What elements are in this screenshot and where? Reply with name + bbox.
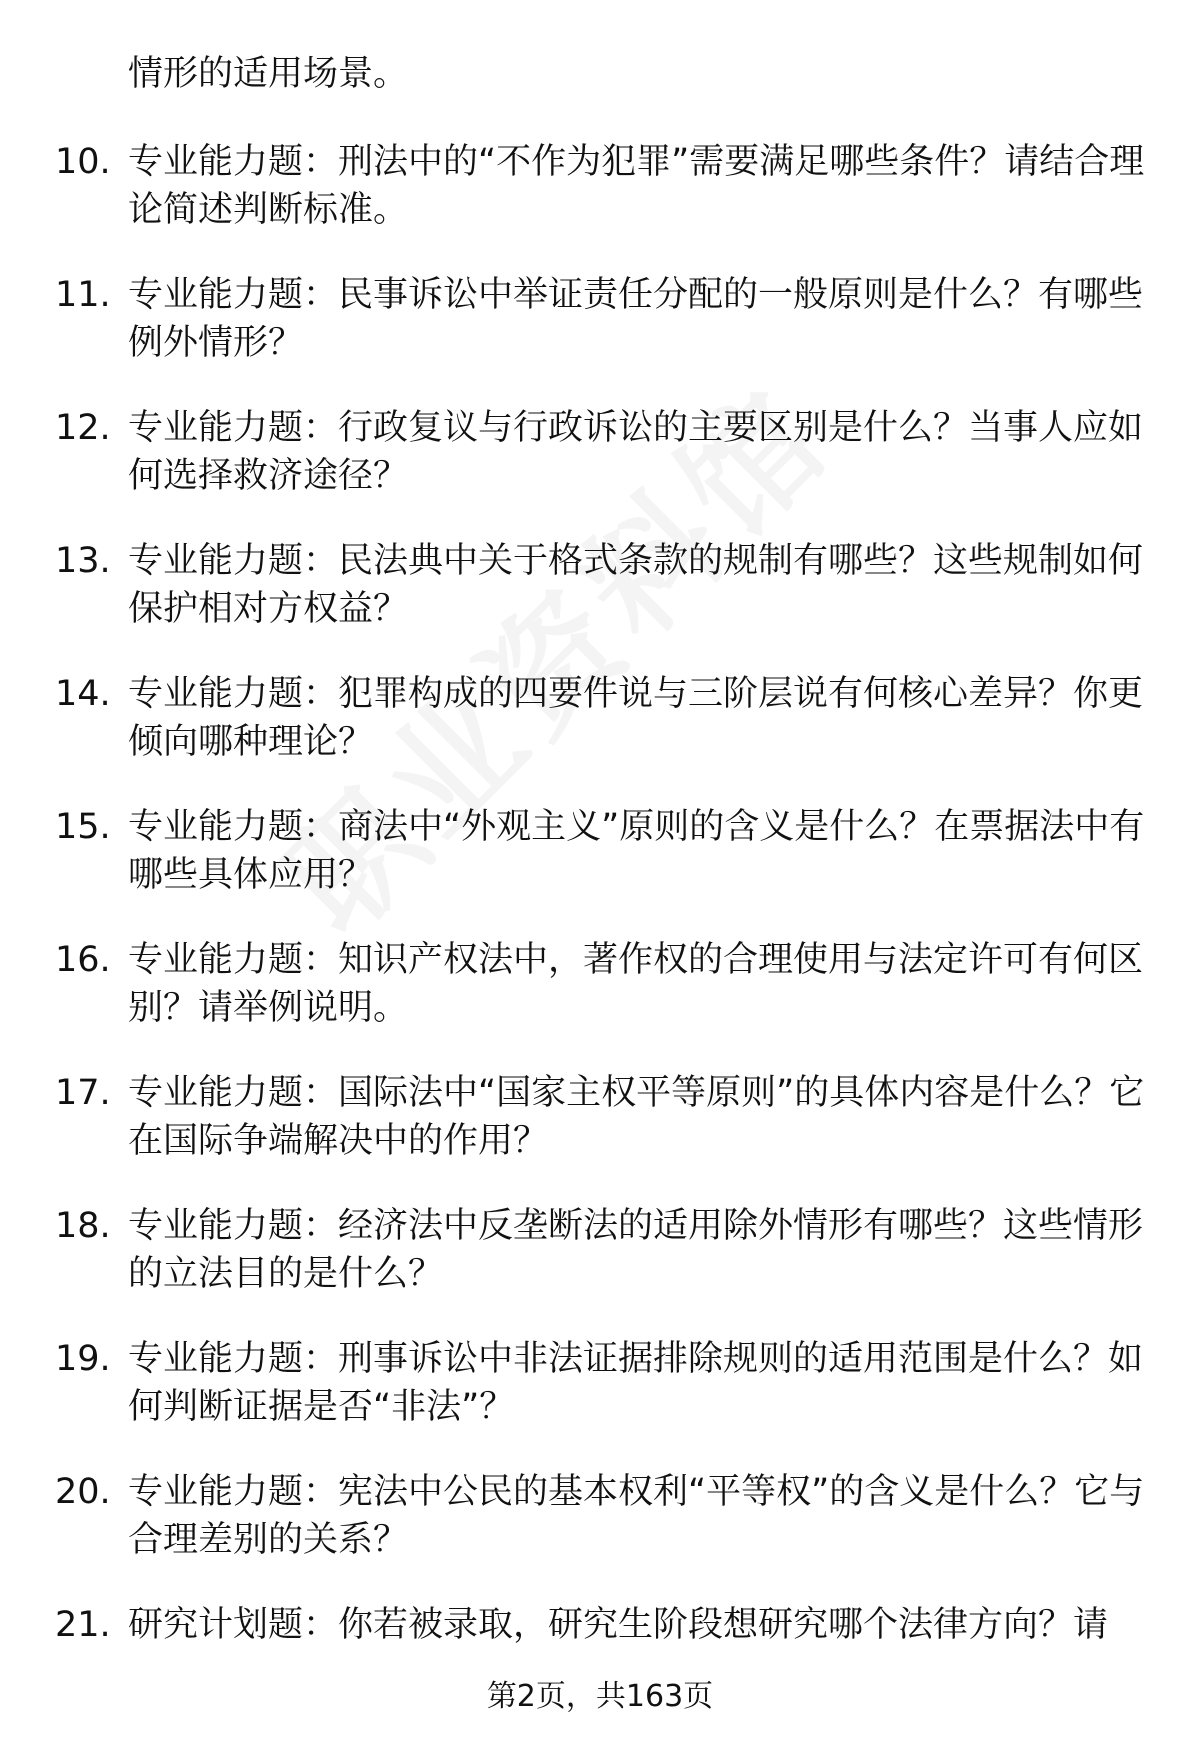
- item-text: 研究计划题：你若被录取，研究生阶段想研究哪个法律方向？请: [128, 1605, 1109, 1645]
- item-text: 专业能力题：刑法中的“不作为犯罪”需要满足哪些条件？请结合理论简述判断标准。: [128, 142, 1145, 230]
- list-item: [55, 1202, 1145, 1298]
- item-text: 专业能力题：经济法中反垄断法的适用除外情形有哪些？这些情形的立法目的是什么？: [128, 1206, 1144, 1294]
- item-text: 专业能力题：商法中“外观主义”原则的含义是什么？在票据法中有哪些具体应用？: [128, 807, 1145, 895]
- continuation-text: 情形的适用场景。: [128, 54, 409, 94]
- page-footer: 第2页，共163页: [486, 1679, 714, 1714]
- item-number: 20.: [55, 1472, 111, 1512]
- item-number: 11.: [55, 275, 111, 315]
- list-item: [55, 404, 1145, 500]
- item-number: 18.: [55, 1206, 111, 1246]
- question-list: [55, 50, 1145, 1686]
- item-number: 10.: [55, 142, 111, 182]
- item-number: 17.: [55, 1073, 111, 1113]
- list-item: [55, 1069, 1145, 1165]
- item-text: 专业能力题：民事诉讼中举证责任分配的一般原则是什么？有哪些例外情形？: [128, 275, 1144, 363]
- list-item: [55, 1468, 1145, 1564]
- item-text: 专业能力题：国际法中“国家主权平等原则”的具体内容是什么？它在国际争端解决中的作用？: [128, 1073, 1145, 1161]
- list-item: [55, 1335, 1145, 1431]
- item-text: 专业能力题：知识产权法中，著作权的合理使用与法定许可有何区别？请举例说明。: [128, 940, 1144, 1028]
- item-number: 16.: [55, 940, 111, 980]
- item-text: 专业能力题：刑事诉讼中非法证据排除规则的适用范围是什么？如何判断证据是否“非法”？: [128, 1339, 1144, 1427]
- list-item: [55, 537, 1145, 633]
- item-number: 14.: [55, 674, 111, 714]
- list-item: [55, 1601, 1145, 1649]
- list-item: [55, 271, 1145, 367]
- list-item: [55, 803, 1145, 899]
- item-number: 19.: [55, 1339, 111, 1379]
- item-text: 专业能力题：行政复议与行政诉讼的主要区别是什么？当事人应如何选择救济途径？: [128, 408, 1144, 496]
- item-text: 专业能力题：民法典中关于格式条款的规制有哪些？这些规制如何保护相对方权益？: [128, 541, 1144, 629]
- list-item: [55, 936, 1145, 1032]
- item-number: 15.: [55, 807, 111, 847]
- item-text: 专业能力题：宪法中公民的基本权利“平等权”的含义是什么？它与合理差别的关系？: [128, 1472, 1145, 1560]
- list-item: [55, 670, 1145, 766]
- item-number: 13.: [55, 541, 111, 581]
- item-number: 21.: [55, 1605, 111, 1645]
- item-number: 12.: [55, 408, 111, 448]
- list-item: [55, 138, 1145, 234]
- item-text: 专业能力题：犯罪构成的四要件说与三阶层说有何核心差异？你更倾向哪种理论？: [128, 674, 1144, 762]
